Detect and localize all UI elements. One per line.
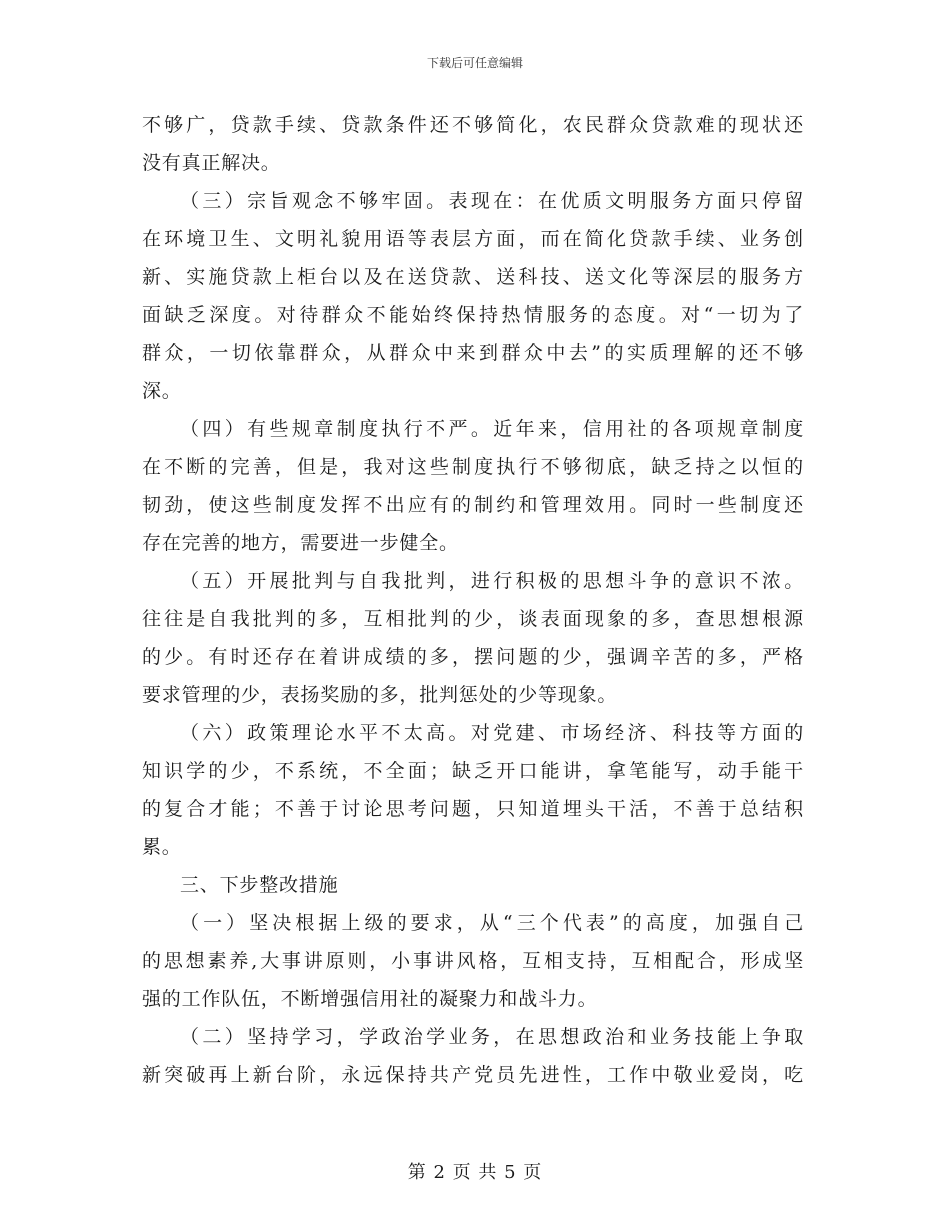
text-line: 没有真正解决。 — [142, 152, 281, 174]
text-line: 往往是自我批判的多，互相批判的少，谈表面现象的多，查思想根源 — [142, 608, 804, 630]
text-line: 强的工作队伍，不断增强信用社的凝聚力和战斗力。 — [142, 988, 598, 1010]
text-line: 的少。有时还存在着讲成绩的多，摆问题的少，强调辛苦的多，严格 — [142, 646, 804, 668]
page-header: 下载后可任意编辑 — [426, 56, 523, 70]
text-line: 在环境卫生、文明礼貌用语等表层方面，而在简化贷款手续、业务创 — [142, 228, 804, 250]
text-line: 新、实施贷款上柜台以及在送贷款、送科技、送文化等深层的服务方 — [142, 266, 804, 288]
text-line: 要求管理的少，表扬奖励的多，批判惩处的少等现象。 — [142, 684, 618, 706]
text-line: （四）有些规章制度执行不严。近年来，信用社的各项规章制度 — [180, 418, 804, 440]
section-heading: 三、下步整改措施 — [180, 874, 339, 896]
page-number-footer: 第 2 页 共 5 页 — [407, 1162, 543, 1183]
text-line: 面缺乏深度。对待群众不能始终保持热情服务的态度。对“一切为了 — [142, 304, 804, 326]
text-line: 的思想素养,大事讲原则，小事讲风格，互相支持，互相配合，形成坚 — [142, 950, 804, 972]
text-line: 的复合才能；不善于讨论思考问题，只知道埋头干活，不善于总结积 — [142, 798, 804, 820]
text-line: 知识学的少，不系统，不全面；缺乏开口能讲，拿笔能写，动手能干 — [142, 760, 804, 782]
document-body — [142, 106, 804, 1094]
text-line: （五）开展批判与自我批判，进行积极的思想斗争的意识不浓。 — [180, 570, 804, 592]
text-line: 深。 — [142, 380, 182, 402]
text-line: 群众，一切依靠群众，从群众中来到群众中去”的实质理解的还不够 — [142, 342, 804, 364]
text-line: 在不断的完善，但是，我对这些制度执行不够彻底，缺乏持之以恒的 — [142, 456, 804, 478]
text-line: 韧劲，使这些制度发挥不出应有的制约和管理效用。同时一些制度还 — [142, 494, 804, 516]
text-line: （一）坚决根据上级的要求，从“三个代表”的高度，加强自己 — [180, 912, 804, 934]
text-line: 新突破再上新台阶，永远保持共产党员先进性，工作中敬业爱岗，吃 — [142, 1064, 804, 1086]
text-line: 不够广，贷款手续、贷款条件还不够简化，农民群众贷款难的现状还 — [142, 114, 804, 136]
text-line: （二）坚持学习，学政治学业务，在思想政治和业务技能上争取 — [180, 1026, 804, 1048]
text-line: 累。 — [142, 836, 182, 858]
text-line: （六）政策理论水平不太高。对党建、市场经济、科技等方面的 — [180, 722, 804, 744]
text-line: （三）宗旨观念不够牢固。表现在：在优质文明服务方面只停留 — [180, 190, 804, 212]
text-line: 存在完善的地方，需要进一步健全。 — [142, 532, 459, 554]
